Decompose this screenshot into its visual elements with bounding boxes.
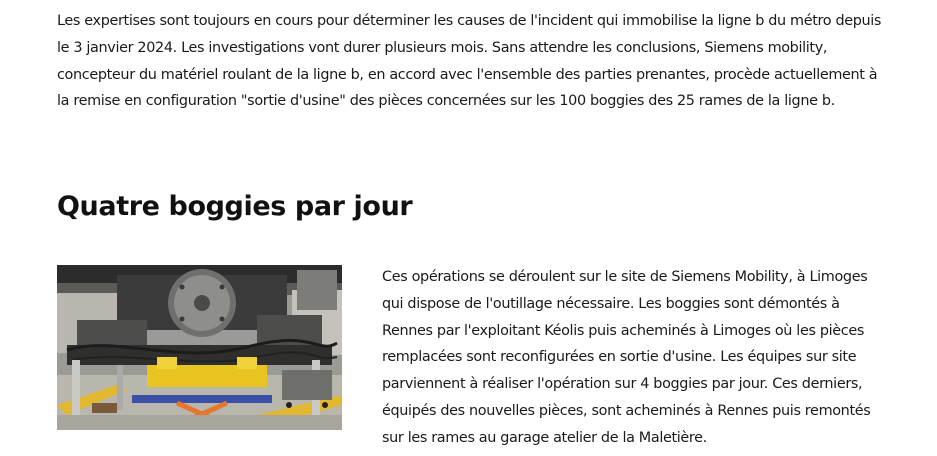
bogie-workshop-photo xyxy=(57,265,342,430)
section-heading: Quatre boggies par jour xyxy=(57,191,413,222)
section-paragraph: Ces opérations se déroulent sur le site de Siemens Mobility, à Limoges qui dispose de l'outillage nécessaire. Les boggies sont démontés à Rennes par l'exploitant Kéolis puis acheminés à Limoges où les pièces remplacées sont reconfigurées en sortie d'usine. Les équipes sur site parviennent à réaliser l'opération sur 4 boggies par jour. Ces derniers, équipés des nouvelles pièces, sont acheminés à Rennes puis remontés sur les rames au garage atelier de la Maletière. xyxy=(382,269,871,446)
intro-paragraph: Les expertises sont toujours en cours pour déterminer les causes de l'incident qui immobilise la ligne b du métro depuis le 3 janvier 2024. Les investigations vont durer plusieurs mois. Sans attendre les conclusions, Siemens mobility, concepteur du matériel roulant de la ligne b, en accord avec l'ensemble des parties prenantes, procède actuellement à la remise en configuration "sortie d'usine" des pièces concernées sur les 100 boggies des 25 rames de la ligne b. xyxy=(57,13,882,110)
